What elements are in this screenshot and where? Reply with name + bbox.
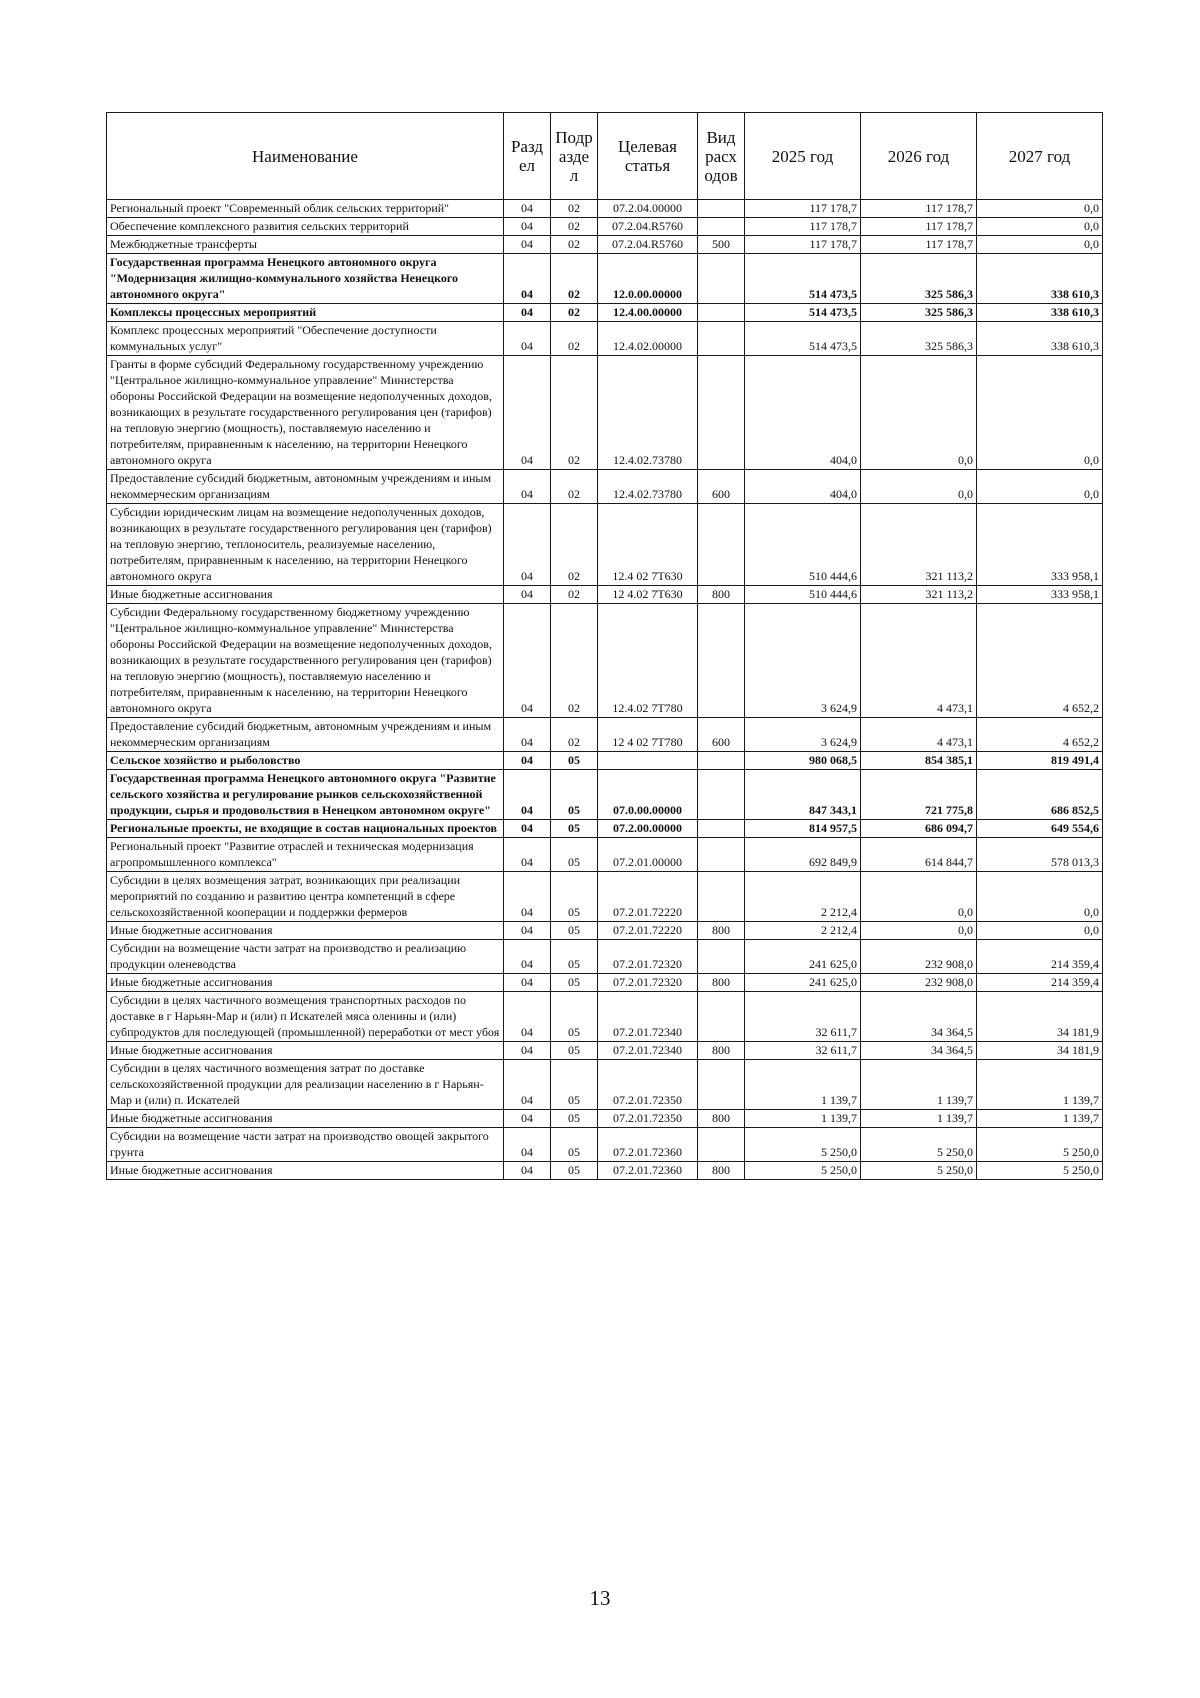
cell-razdel: 04 [504,1162,551,1180]
table-row [107,820,1103,838]
cell-name: Субсидии на возмещение части затрат на производство овощей закрытого грунта [107,1128,504,1162]
cell-razdel: 04 [504,974,551,992]
table-row [107,254,1103,304]
cell-2026: 1 139,7 [861,1060,977,1110]
table-row [107,218,1103,236]
cell-target: 07.2.01.72340 [598,1042,698,1060]
cell-target: 12.4.02.73780 [598,470,698,504]
cell-2027: 686 852,5 [977,770,1103,820]
cell-razdel: 04 [504,820,551,838]
table-row [107,604,1103,718]
cell-vid: 800 [698,922,745,940]
table-row [107,304,1103,322]
cell-podrazdel: 05 [551,940,598,974]
cell-podrazdel: 02 [551,322,598,356]
cell-name: Иные бюджетные ассигнования [107,1110,504,1128]
cell-2027: 0,0 [977,218,1103,236]
cell-2026: 0,0 [861,356,977,470]
cell-vid [698,322,745,356]
cell-2025: 5 250,0 [745,1162,861,1180]
cell-2025: 32 611,7 [745,1042,861,1060]
cell-2025: 117 178,7 [745,236,861,254]
cell-name: Субсидии Федеральному государственному бюджетному учреждению "Центральное жилищно-коммунальное управление" Министерства обороны Российской Федерации на возмещение недополученных доходов, возникающих в результате государственного регулирования цен (тарифов) на тепловую энергию (мощность), поставляемую населению и потребителям, приравненным к населению, на территории Ненецкого автономного округа [107,604,504,718]
table-row [107,1128,1103,1162]
cell-podrazdel: 02 [551,254,598,304]
table-row [107,1042,1103,1060]
cell-podrazdel: 05 [551,1042,598,1060]
table-row [107,940,1103,974]
cell-razdel: 04 [504,992,551,1042]
cell-name: Предоставление субсидий бюджетным, автономным учреждениям и иным некоммерческим организациям [107,718,504,752]
cell-name: Государственная программа Ненецкого автономного округа "Развитие сельского хозяйства и регулирование рынков сельскохозяйственной продукции, сырья и продовольствия в Ненецком автономном округе" [107,770,504,820]
cell-target: 12.4.02.73780 [598,356,698,470]
cell-2026: 325 586,3 [861,254,977,304]
cell-vid [698,604,745,718]
cell-name: Иные бюджетные ассигнования [107,922,504,940]
cell-2027: 578 013,3 [977,838,1103,872]
cell-podrazdel: 05 [551,838,598,872]
header-target: Целевая статья [598,113,698,200]
cell-razdel: 04 [504,236,551,254]
cell-razdel: 04 [504,922,551,940]
cell-2027: 0,0 [977,236,1103,254]
cell-vid: 800 [698,1162,745,1180]
cell-vid [698,838,745,872]
cell-name: Субсидии юридическим лицам на возмещение недополученных доходов, возникающих в результате государственного регулирования цен (тарифов) на тепловую энергию, теплоноситель, реализуемые населению, потребителям, приравненным к населению, на территории Ненецкого автономного округа [107,504,504,586]
cell-target: 07.2.00.00000 [598,820,698,838]
cell-vid [698,1060,745,1110]
cell-podrazdel: 02 [551,236,598,254]
table-row [107,236,1103,254]
cell-2027: 333 958,1 [977,504,1103,586]
cell-razdel: 04 [504,940,551,974]
cell-vid: 800 [698,586,745,604]
cell-2025: 847 343,1 [745,770,861,820]
cell-name: Региональный проект "Развитие отраслей и техническая модернизация агропромышленного комплекса" [107,838,504,872]
cell-vid: 800 [698,1042,745,1060]
budget-table [106,112,1103,1180]
cell-name: Государственная программа Ненецкого автономного округа "Модернизация жилищно-коммунального хозяйства Ненецкого автономного округа" [107,254,504,304]
cell-2027: 34 181,9 [977,992,1103,1042]
cell-2027: 0,0 [977,356,1103,470]
cell-target: 07.2.04.R5760 [598,218,698,236]
cell-name: Субсидии в целях частичного возмещения затрат по доставке сельскохозяйственной продукции для реализации населению в г Нарьян-Мар и (или) п. Искателей [107,1060,504,1110]
cell-2026: 4 473,1 [861,718,977,752]
cell-2026: 321 113,2 [861,504,977,586]
table-row [107,356,1103,470]
table-row [107,770,1103,820]
table-row [107,922,1103,940]
cell-name: Гранты в форме субсидий Федеральному государственному учреждению "Центральное жилищно-коммунальное управление" Министерства обороны Российской Федерации на возмещение недополученных доходов, возникающих в результате государственного регулирования цен (тарифов) на тепловую энергию (мощность), поставляемую населению и потребителям, приравненным к населению, на территории Ненецкого автономного округа [107,356,504,470]
cell-2026: 117 178,7 [861,236,977,254]
cell-razdel: 04 [504,322,551,356]
cell-target: 07.2.01.72360 [598,1162,698,1180]
cell-podrazdel: 02 [551,586,598,604]
cell-2027: 4 652,2 [977,604,1103,718]
cell-vid: 600 [698,718,745,752]
table-row [107,200,1103,218]
cell-target: 12.4 02 7Т630 [598,504,698,586]
cell-razdel: 04 [504,604,551,718]
table-body [107,200,1103,1180]
cell-podrazdel: 02 [551,218,598,236]
cell-podrazdel: 02 [551,200,598,218]
cell-name: Иные бюджетные ассигнования [107,1162,504,1180]
cell-2026: 0,0 [861,470,977,504]
cell-2026: 34 364,5 [861,1042,977,1060]
cell-vid: 500 [698,236,745,254]
table-header-row [107,113,1103,200]
cell-vid: 800 [698,974,745,992]
table-row [107,752,1103,770]
cell-2027: 0,0 [977,470,1103,504]
cell-2025: 241 625,0 [745,974,861,992]
cell-target: 07.2.01.72220 [598,922,698,940]
cell-2027: 338 610,3 [977,304,1103,322]
cell-2025: 514 473,5 [745,254,861,304]
cell-2025: 510 444,6 [745,586,861,604]
cell-2025: 1 139,7 [745,1060,861,1110]
header-name: Наименование [107,113,504,200]
cell-2027: 1 139,7 [977,1110,1103,1128]
cell-podrazdel: 02 [551,304,598,322]
cell-razdel: 04 [504,254,551,304]
cell-podrazdel: 05 [551,1110,598,1128]
table-row [107,322,1103,356]
cell-razdel: 04 [504,872,551,922]
table-row [107,974,1103,992]
cell-podrazdel: 05 [551,1128,598,1162]
cell-2026: 721 775,8 [861,770,977,820]
page-number: 13 [589,1586,611,1610]
cell-target: 07.2.04.00000 [598,200,698,218]
cell-podrazdel: 02 [551,718,598,752]
cell-2027: 214 359,4 [977,974,1103,992]
cell-razdel: 04 [504,770,551,820]
cell-razdel: 04 [504,470,551,504]
cell-2025: 2 212,4 [745,922,861,940]
cell-2027: 0,0 [977,200,1103,218]
cell-2025: 32 611,7 [745,992,861,1042]
cell-name: Обеспечение комплексного развития сельских территорий [107,218,504,236]
cell-target: 12 4 02 7Т780 [598,718,698,752]
cell-2027: 214 359,4 [977,940,1103,974]
cell-2027: 819 491,4 [977,752,1103,770]
table-row [107,718,1103,752]
cell-razdel: 04 [504,504,551,586]
cell-name: Комплексы процессных мероприятий [107,304,504,322]
cell-name: Иные бюджетные ассигнования [107,974,504,992]
cell-razdel: 04 [504,1060,551,1110]
cell-2025: 117 178,7 [745,218,861,236]
cell-2025: 692 849,9 [745,838,861,872]
cell-2025: 404,0 [745,356,861,470]
cell-podrazdel: 05 [551,922,598,940]
cell-target [598,752,698,770]
cell-2025: 3 624,9 [745,604,861,718]
cell-vid [698,254,745,304]
cell-2025: 514 473,5 [745,304,861,322]
cell-2026: 325 586,3 [861,304,977,322]
cell-2027: 0,0 [977,922,1103,940]
cell-target: 12.4.02 7Т780 [598,604,698,718]
cell-vid [698,218,745,236]
cell-name: Комплекс процессных мероприятий "Обеспечение доступности коммунальных услуг" [107,322,504,356]
cell-target: 07.2.01.72320 [598,974,698,992]
cell-podrazdel: 02 [551,356,598,470]
cell-name: Субсидии в целях частичного возмещения транспортных расходов по доставке в г Нарьян-Мар и (или) п Искателей мяса оленины и (или) субпродуктов для последующей (промышленной) переработки от мест убоя [107,992,504,1042]
cell-podrazdel: 05 [551,974,598,992]
header-vid: Вид расх одов [698,113,745,200]
header-2027: 2027 год [977,113,1103,200]
cell-2025: 510 444,6 [745,504,861,586]
cell-razdel: 04 [504,718,551,752]
cell-razdel: 04 [504,752,551,770]
cell-vid: 800 [698,1110,745,1128]
cell-name: Региональные проекты, не входящие в состав национальных проектов [107,820,504,838]
cell-2026: 854 385,1 [861,752,977,770]
cell-name: Иные бюджетные ассигнования [107,1042,504,1060]
cell-vid [698,992,745,1042]
table-row [107,586,1103,604]
cell-name: Региональный проект "Современный облик сельских территорий" [107,200,504,218]
cell-name: Межбюджетные трансферты [107,236,504,254]
cell-2025: 3 624,9 [745,718,861,752]
header-2025: 2025 год [745,113,861,200]
cell-razdel: 04 [504,586,551,604]
cell-target: 07.2.01.72360 [598,1128,698,1162]
table-row [107,1060,1103,1110]
table-row [107,872,1103,922]
cell-vid [698,304,745,322]
cell-2026: 325 586,3 [861,322,977,356]
cell-target: 12.4.02.00000 [598,322,698,356]
cell-vid [698,872,745,922]
cell-target: 07.2.01.72350 [598,1060,698,1110]
cell-name: Иные бюджетные ассигнования [107,586,504,604]
cell-2025: 980 068,5 [745,752,861,770]
table-row [107,992,1103,1042]
cell-vid [698,200,745,218]
cell-target: 07.0.00.00000 [598,770,698,820]
cell-target: 07.2.01.72220 [598,872,698,922]
cell-2026: 4 473,1 [861,604,977,718]
cell-2027: 338 610,3 [977,254,1103,304]
cell-2026: 0,0 [861,872,977,922]
cell-razdel: 04 [504,1110,551,1128]
cell-name: Сельское хозяйство и рыболовство [107,752,504,770]
cell-podrazdel: 02 [551,504,598,586]
cell-vid [698,940,745,974]
cell-podrazdel: 05 [551,1060,598,1110]
cell-razdel: 04 [504,356,551,470]
table-row [107,1162,1103,1180]
table-row [107,1110,1103,1128]
cell-razdel: 04 [504,304,551,322]
cell-vid [698,752,745,770]
cell-2026: 5 250,0 [861,1162,977,1180]
cell-podrazdel: 05 [551,820,598,838]
cell-vid [698,770,745,820]
cell-2026: 232 908,0 [861,940,977,974]
cell-2027: 338 610,3 [977,322,1103,356]
cell-2025: 241 625,0 [745,940,861,974]
table-row [107,838,1103,872]
cell-2026: 5 250,0 [861,1128,977,1162]
cell-podrazdel: 02 [551,604,598,718]
cell-2027: 333 958,1 [977,586,1103,604]
cell-2026: 686 094,7 [861,820,977,838]
cell-podrazdel: 05 [551,770,598,820]
cell-target: 12.0.00.00000 [598,254,698,304]
cell-2026: 614 844,7 [861,838,977,872]
cell-podrazdel: 05 [551,1162,598,1180]
cell-2027: 0,0 [977,872,1103,922]
cell-2025: 1 139,7 [745,1110,861,1128]
cell-2025: 514 473,5 [745,322,861,356]
header-razdel: Разд ел [504,113,551,200]
cell-vid [698,504,745,586]
cell-target: 07.2.01.00000 [598,838,698,872]
cell-target: 07.2.01.72340 [598,992,698,1042]
header-2026: 2026 год [861,113,977,200]
cell-vid: 600 [698,470,745,504]
cell-vid [698,1128,745,1162]
cell-razdel: 04 [504,218,551,236]
cell-razdel: 04 [504,1128,551,1162]
cell-razdel: 04 [504,838,551,872]
cell-2025: 404,0 [745,470,861,504]
table-row [107,470,1103,504]
cell-target: 12.4.00.00000 [598,304,698,322]
cell-target: 07.2.01.72350 [598,1110,698,1128]
cell-2027: 34 181,9 [977,1042,1103,1060]
cell-2025: 814 957,5 [745,820,861,838]
cell-2026: 232 908,0 [861,974,977,992]
cell-vid [698,820,745,838]
cell-podrazdel: 05 [551,752,598,770]
header-podrazdel: Подр азде л [551,113,598,200]
cell-2025: 117 178,7 [745,200,861,218]
cell-2026: 34 364,5 [861,992,977,1042]
table-row [107,504,1103,586]
cell-target: 07.2.04.R5760 [598,236,698,254]
cell-target: 07.2.01.72320 [598,940,698,974]
cell-2025: 5 250,0 [745,1128,861,1162]
cell-podrazdel: 02 [551,470,598,504]
cell-target: 12 4.02 7Т630 [598,586,698,604]
cell-name: Субсидии в целях возмещения затрат, возникающих при реализации мероприятий по созданию и развитию центра компетенций в сфере сельскохозяйственной кооперации и поддержки фермеров [107,872,504,922]
cell-2026: 117 178,7 [861,218,977,236]
cell-2026: 321 113,2 [861,586,977,604]
cell-2026: 0,0 [861,922,977,940]
cell-2027: 5 250,0 [977,1162,1103,1180]
cell-podrazdel: 05 [551,872,598,922]
cell-razdel: 04 [504,200,551,218]
cell-razdel: 04 [504,1042,551,1060]
cell-vid [698,356,745,470]
cell-2027: 649 554,6 [977,820,1103,838]
cell-name: Предоставление субсидий бюджетным, автономным учреждениям и иным некоммерческим организациям [107,470,504,504]
cell-2027: 5 250,0 [977,1128,1103,1162]
cell-name: Субсидии на возмещение части затрат на производство и реализацию продукции оленеводства [107,940,504,974]
cell-2026: 1 139,7 [861,1110,977,1128]
cell-2025: 2 212,4 [745,872,861,922]
cell-2027: 1 139,7 [977,1060,1103,1110]
cell-2026: 117 178,7 [861,200,977,218]
cell-2027: 4 652,2 [977,718,1103,752]
cell-podrazdel: 05 [551,992,598,1042]
